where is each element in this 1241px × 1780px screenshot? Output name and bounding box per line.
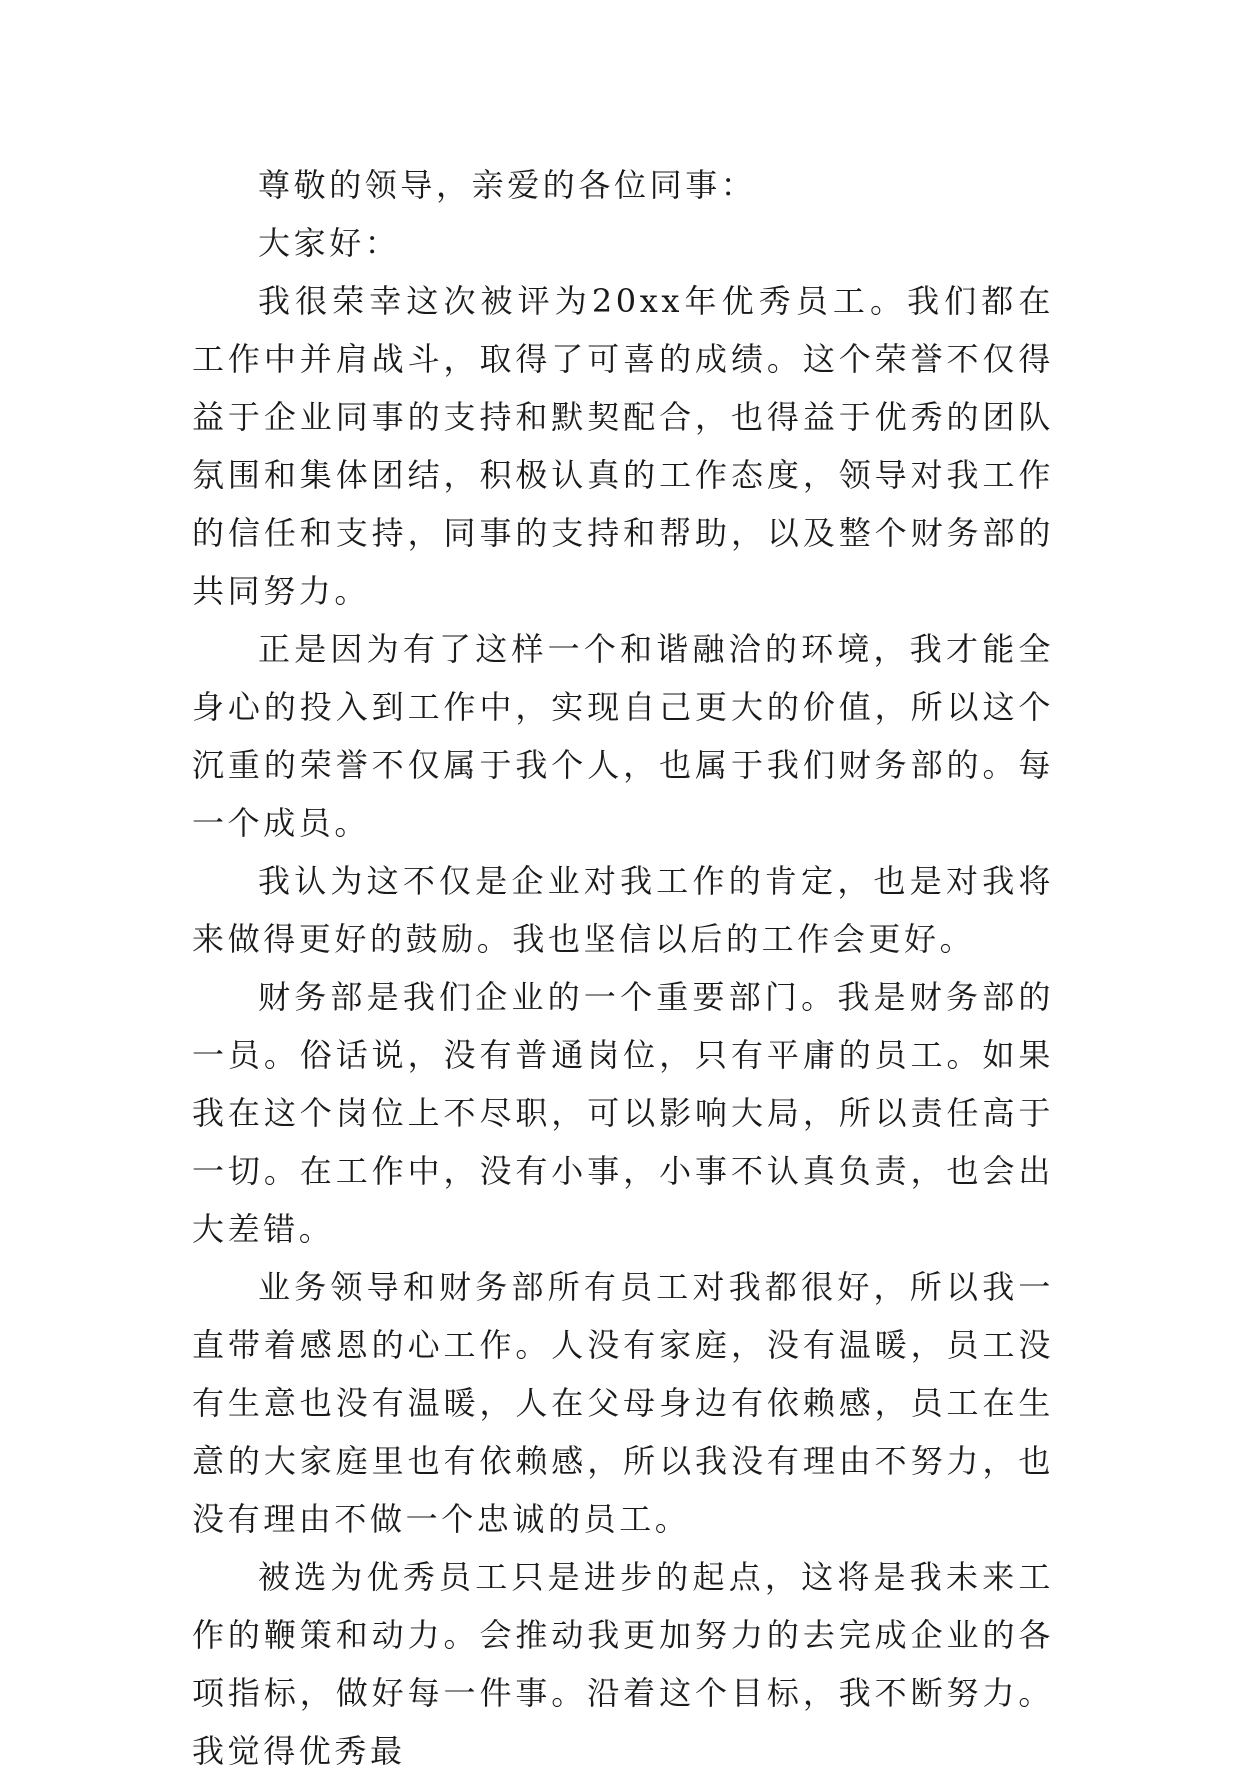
paragraph: 我认为这不仅是企业对我工作的肯定，也是对我将来做得更好的鼓励。我也坚信以后的工作会更好。 (192, 862, 1054, 958)
paragraph: 我很荣幸这次被评为20xx年优秀员工。我们都在工作中并肩战斗，取得了可喜的成绩。这个荣誉不仅得益于企业同事的支持和默契配合，也得益于优秀的团队氛围和集体团结，积极认真的工作态度，领导对我工作的信任和支持，同事的支持和帮助，以及整个财务部的共同努力。 (192, 282, 1054, 610)
document-body (192, 156, 1054, 1780)
paragraph: 财务部是我们企业的一个重要部门。我是财务部的一员。俗话说，没有普通岗位，只有平庸的员工。如果我在这个岗位上不尽职，可以影响大局，所以责任高于一切。在工作中，没有小事，小事不认真负责，也会出大差错。 (192, 978, 1054, 1248)
salutation: 尊敬的领导，亲爱的各位同事： (258, 166, 757, 204)
paragraph: 正是因为有了这样一个和谐融洽的环境，我才能全身心的投入到工作中，实现自己更大的价值，所以这个沉重的荣誉不仅属于我个人，也属于我们财务部的。每一个成员。 (192, 630, 1054, 842)
paragraph: 被选为优秀员工只是进步的起点，这将是我未来工作的鞭策和动力。会推动我更加努力的去完成企业的各项指标，做好每一件事。沿着这个目标，我不断努力。我觉得优秀最 (192, 1558, 1054, 1770)
paragraph: 业务领导和财务部所有员工对我都很好，所以我一直带着感恩的心工作。人没有家庭，没有温暖，员工没有生意也没有温暖，人在父母身边有依赖感，员工在生意的大家庭里也有依赖感，所以我没有理由不努力，也没有理由不做一个忠诚的员工。 (192, 1268, 1054, 1538)
greeting: 大家好： (258, 224, 401, 262)
